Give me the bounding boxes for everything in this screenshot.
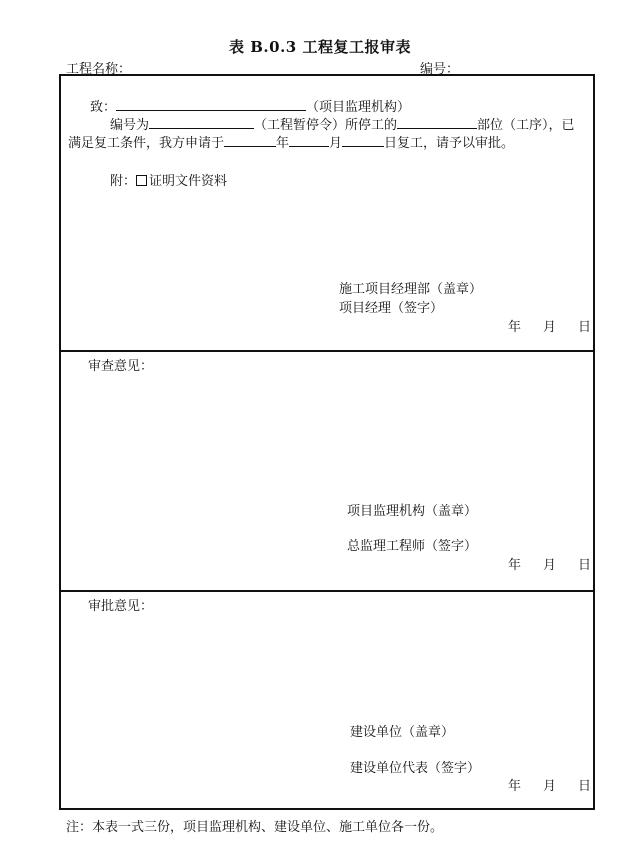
date-year: 年 bbox=[508, 320, 522, 335]
part-blank[interactable] bbox=[397, 116, 477, 129]
year-label: 年 bbox=[276, 136, 290, 151]
date-day: 日 bbox=[578, 320, 592, 335]
supervisor-org-label: （项目监理机构） bbox=[306, 100, 411, 115]
to-label: 致： bbox=[90, 100, 117, 115]
resume-month-blank[interactable] bbox=[289, 134, 329, 147]
section-divider-2 bbox=[59, 590, 595, 592]
suspension-line bbox=[110, 114, 575, 133]
attachment-label: 附： bbox=[110, 174, 137, 189]
contractor-seal-label: 施工项目经理部（盖章） bbox=[339, 282, 483, 297]
date-month: 月 bbox=[543, 779, 557, 794]
date-month: 月 bbox=[543, 558, 557, 573]
approval-opinion-label: 审批意见： bbox=[88, 599, 154, 614]
attachment-item: 证明文件资料 bbox=[149, 174, 228, 189]
attachment-checkbox[interactable] bbox=[136, 175, 147, 186]
number-prefix: 编号为 bbox=[110, 118, 150, 133]
project-manager-sign-label: 项目经理（签字） bbox=[339, 301, 444, 316]
resume-suffix: 日复工，请予以审批。 bbox=[384, 136, 515, 151]
owner-rep-sign-label: 建设单位代表（签字） bbox=[350, 761, 481, 776]
supervisor-seal-label: 项目监理机构（盖章） bbox=[347, 504, 478, 519]
number-label: 编号： bbox=[420, 62, 460, 77]
date-day: 日 bbox=[578, 558, 592, 573]
project-name-label: 工程名称： bbox=[66, 62, 132, 77]
suspension-number-blank[interactable] bbox=[149, 116, 254, 129]
form-title: 表 B.0.3 工程复工报审表 bbox=[229, 38, 411, 56]
review-opinion-label: 审查意见： bbox=[88, 359, 154, 374]
resume-day-blank[interactable] bbox=[342, 134, 384, 147]
date-year: 年 bbox=[508, 779, 522, 794]
resume-text: 满足复工条件，我方申请于 bbox=[68, 136, 225, 151]
part-suffix: 部位（工序），已 bbox=[477, 118, 575, 133]
resume-year-blank[interactable] bbox=[224, 134, 276, 147]
resume-date-line bbox=[68, 132, 514, 151]
chief-engineer-sign-label: 总监理工程师（签字） bbox=[347, 539, 478, 554]
attachment-line bbox=[110, 170, 227, 189]
owner-seal-label: 建设单位（盖章） bbox=[350, 725, 455, 740]
to-line bbox=[90, 96, 410, 115]
section-divider-1 bbox=[59, 350, 595, 352]
date-day: 日 bbox=[578, 779, 592, 794]
month-label: 月 bbox=[329, 136, 343, 151]
date-year: 年 bbox=[508, 558, 522, 573]
date-month: 月 bbox=[543, 320, 557, 335]
supervisor-org-blank[interactable] bbox=[116, 98, 306, 111]
footnote: 注：本表一式三份，项目监理机构、建设单位、施工单位各一份。 bbox=[66, 820, 444, 835]
suspension-order-text: （工程暂停令）所停工的 bbox=[254, 118, 398, 133]
